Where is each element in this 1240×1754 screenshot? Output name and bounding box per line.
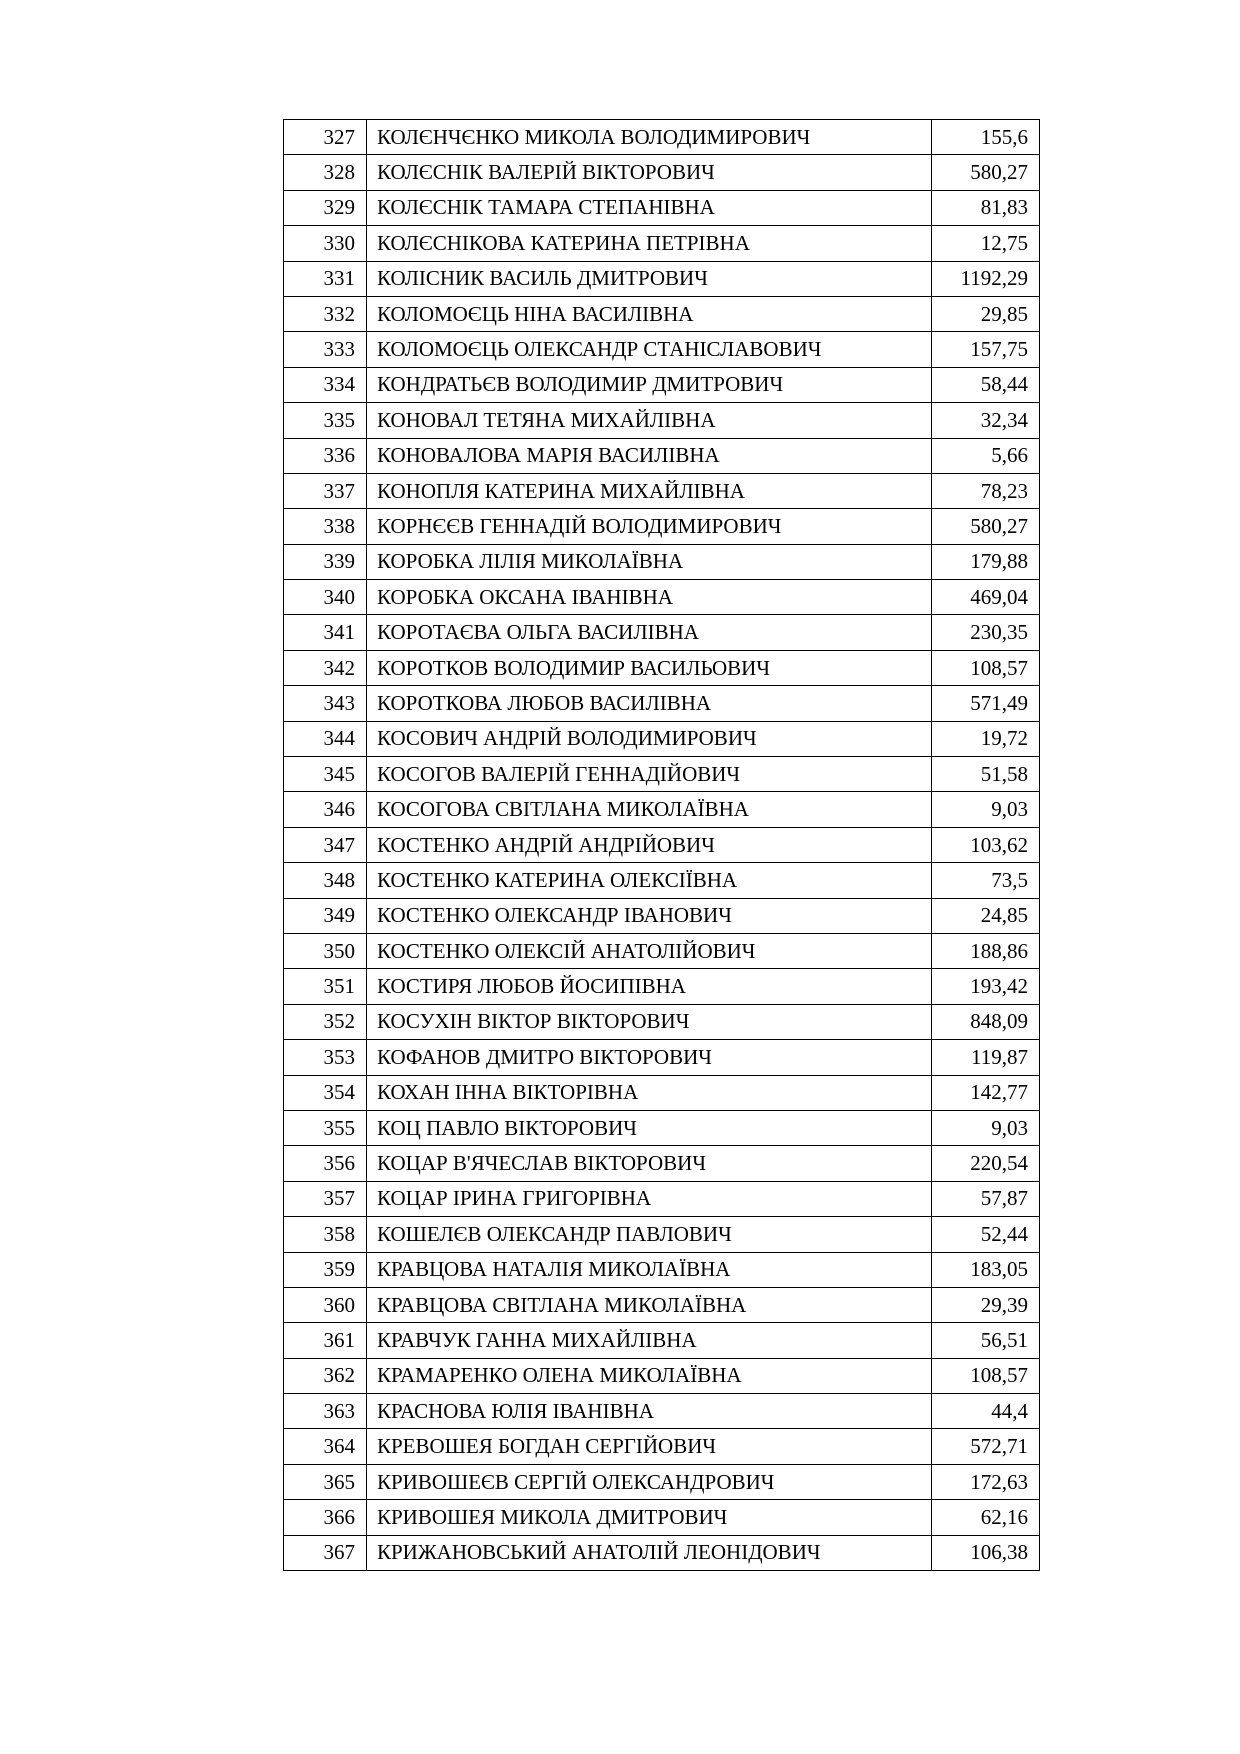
full-name: КОСОВИЧ АНДРІЙ ВОЛОДИМИРОВИЧ — [367, 721, 932, 756]
amount: 155,6 — [932, 120, 1040, 155]
amount: 103,62 — [932, 827, 1040, 862]
row-number: 327 — [284, 120, 367, 155]
table-row — [284, 1217, 1040, 1252]
row-number: 330 — [284, 226, 367, 261]
amount: 81,83 — [932, 190, 1040, 225]
full-name: КОНДРАТЬЄВ ВОЛОДИМИР ДМИТРОВИЧ — [367, 367, 932, 402]
table-row — [284, 686, 1040, 721]
table-row — [284, 1252, 1040, 1287]
amount: 52,44 — [932, 1217, 1040, 1252]
row-number: 338 — [284, 509, 367, 544]
table-row — [284, 1004, 1040, 1039]
amount: 848,09 — [932, 1004, 1040, 1039]
amount: 9,03 — [932, 792, 1040, 827]
full-name: КРИВОШЕЄВ СЕРГІЙ ОЛЕКСАНДРОВИЧ — [367, 1464, 932, 1499]
row-number: 331 — [284, 261, 367, 296]
full-name: КОНОВАЛОВА МАРІЯ ВАСИЛІВНА — [367, 438, 932, 473]
full-name: КОСТЕНКО КАТЕРИНА ОЛЕКСІЇВНА — [367, 863, 932, 898]
table-row — [284, 261, 1040, 296]
row-number: 345 — [284, 757, 367, 792]
amount: 56,51 — [932, 1323, 1040, 1358]
row-number: 349 — [284, 898, 367, 933]
full-name: КРАВЦОВА НАТАЛІЯ МИКОЛАЇВНА — [367, 1252, 932, 1287]
amount: 44,4 — [932, 1394, 1040, 1429]
amount: 572,71 — [932, 1429, 1040, 1464]
table-row — [284, 792, 1040, 827]
full-name: КРЕВОШЕЯ БОГДАН СЕРГІЙОВИЧ — [367, 1429, 932, 1464]
table-row — [284, 898, 1040, 933]
full-name: КОНОПЛЯ КАТЕРИНА МИХАЙЛІВНА — [367, 473, 932, 508]
amount: 58,44 — [932, 367, 1040, 402]
full-name: КОЦАР В'ЯЧЕСЛАВ ВІКТОРОВИЧ — [367, 1146, 932, 1181]
row-number: 367 — [284, 1535, 367, 1570]
full-name: КРИВОШЕЯ МИКОЛА ДМИТРОВИЧ — [367, 1500, 932, 1535]
row-number: 337 — [284, 473, 367, 508]
full-name: КОЛЄСНІКОВА КАТЕРИНА ПЕТРІВНА — [367, 226, 932, 261]
amount: 230,35 — [932, 615, 1040, 650]
full-name: КОХАН ІННА ВІКТОРІВНА — [367, 1075, 932, 1110]
row-number: 340 — [284, 580, 367, 615]
table-row — [284, 438, 1040, 473]
full-name: КОЦАР ІРИНА ГРИГОРІВНА — [367, 1181, 932, 1216]
amount: 57,87 — [932, 1181, 1040, 1216]
full-name: КОЛІСНИК ВАСИЛЬ ДМИТРОВИЧ — [367, 261, 932, 296]
amount: 24,85 — [932, 898, 1040, 933]
amount: 580,27 — [932, 155, 1040, 190]
full-name: КОФАНОВ ДМИТРО ВІКТОРОВИЧ — [367, 1040, 932, 1075]
table-row — [284, 1323, 1040, 1358]
full-name: КОНОВАЛ ТЕТЯНА МИХАЙЛІВНА — [367, 403, 932, 438]
full-name: КОЛЄНЧЄНКО МИКОЛА ВОЛОДИМИРОВИЧ — [367, 120, 932, 155]
table-row — [284, 544, 1040, 579]
amount: 580,27 — [932, 509, 1040, 544]
table-row — [284, 1075, 1040, 1110]
full-name: КОЛЄСНІК ВАЛЕРІЙ ВІКТОРОВИЧ — [367, 155, 932, 190]
row-number: 329 — [284, 190, 367, 225]
row-number: 341 — [284, 615, 367, 650]
amount: 51,58 — [932, 757, 1040, 792]
full-name: КОРНЄЄВ ГЕННАДІЙ ВОЛОДИМИРОВИЧ — [367, 509, 932, 544]
table-row — [284, 1394, 1040, 1429]
amount: 62,16 — [932, 1500, 1040, 1535]
table-row — [284, 757, 1040, 792]
full-name: КОСТЕНКО АНДРІЙ АНДРІЙОВИЧ — [367, 827, 932, 862]
row-number: 339 — [284, 544, 367, 579]
table-row — [284, 933, 1040, 968]
row-number: 358 — [284, 1217, 367, 1252]
table-body — [284, 120, 1040, 1571]
table-row — [284, 120, 1040, 155]
row-number: 364 — [284, 1429, 367, 1464]
amount: 193,42 — [932, 969, 1040, 1004]
table-row — [284, 509, 1040, 544]
table-row — [284, 296, 1040, 331]
full-name: КОЛОМОЄЦЬ ОЛЕКСАНДР СТАНІСЛАВОВИЧ — [367, 332, 932, 367]
row-number: 343 — [284, 686, 367, 721]
row-number: 362 — [284, 1358, 367, 1393]
row-number: 353 — [284, 1040, 367, 1075]
table-row — [284, 650, 1040, 685]
row-number: 352 — [284, 1004, 367, 1039]
full-name: КОРОБКА ЛІЛІЯ МИКОЛАЇВНА — [367, 544, 932, 579]
amount: 157,75 — [932, 332, 1040, 367]
amount: 469,04 — [932, 580, 1040, 615]
row-number: 360 — [284, 1287, 367, 1322]
table-row — [284, 827, 1040, 862]
row-number: 350 — [284, 933, 367, 968]
table-row — [284, 155, 1040, 190]
amount: 78,23 — [932, 473, 1040, 508]
full-name: КОСУХІН ВІКТОР ВІКТОРОВИЧ — [367, 1004, 932, 1039]
table-row — [284, 190, 1040, 225]
full-name: КОРОБКА ОКСАНА ІВАНІВНА — [367, 580, 932, 615]
table-row — [284, 1358, 1040, 1393]
table-row — [284, 580, 1040, 615]
table-row — [284, 721, 1040, 756]
full-name: КОСТЕНКО ОЛЕКСІЙ АНАТОЛІЙОВИЧ — [367, 933, 932, 968]
full-name: КРАСНОВА ЮЛІЯ ІВАНІВНА — [367, 1394, 932, 1429]
table-row — [284, 615, 1040, 650]
table-row — [284, 367, 1040, 402]
row-number: 354 — [284, 1075, 367, 1110]
full-name: КРАВЧУК ГАННА МИХАЙЛІВНА — [367, 1323, 932, 1358]
row-number: 346 — [284, 792, 367, 827]
table-row — [284, 1535, 1040, 1570]
row-number: 366 — [284, 1500, 367, 1535]
table-row — [284, 1464, 1040, 1499]
table-row — [284, 1500, 1040, 1535]
amount: 73,5 — [932, 863, 1040, 898]
amount: 119,87 — [932, 1040, 1040, 1075]
row-number: 365 — [284, 1464, 367, 1499]
row-number: 355 — [284, 1110, 367, 1145]
full-name: КОСТИРЯ ЛЮБОВ ЙОСИПІВНА — [367, 969, 932, 1004]
amount: 12,75 — [932, 226, 1040, 261]
amount: 106,38 — [932, 1535, 1040, 1570]
table-row — [284, 1287, 1040, 1322]
table-row — [284, 1146, 1040, 1181]
table-row — [284, 1429, 1040, 1464]
amount: 32,34 — [932, 403, 1040, 438]
row-number: 332 — [284, 296, 367, 331]
amount: 29,39 — [932, 1287, 1040, 1322]
table-row — [284, 1040, 1040, 1075]
full-name: КОСОГОВ ВАЛЕРІЙ ГЕННАДІЙОВИЧ — [367, 757, 932, 792]
full-name: КРАВЦОВА СВІТЛАНА МИКОЛАЇВНА — [367, 1287, 932, 1322]
amount: 19,72 — [932, 721, 1040, 756]
row-number: 328 — [284, 155, 367, 190]
amount: 183,05 — [932, 1252, 1040, 1287]
full-name: КОЛОМОЄЦЬ НІНА ВАСИЛІВНА — [367, 296, 932, 331]
full-name: КРАМАРЕНКО ОЛЕНА МИКОЛАЇВНА — [367, 1358, 932, 1393]
amount: 571,49 — [932, 686, 1040, 721]
row-number: 348 — [284, 863, 367, 898]
row-number: 333 — [284, 332, 367, 367]
table-row — [284, 473, 1040, 508]
amount: 179,88 — [932, 544, 1040, 579]
table-row — [284, 1181, 1040, 1216]
table-row — [284, 969, 1040, 1004]
amount: 108,57 — [932, 1358, 1040, 1393]
row-number: 335 — [284, 403, 367, 438]
table-row — [284, 863, 1040, 898]
row-number: 361 — [284, 1323, 367, 1358]
amount: 108,57 — [932, 650, 1040, 685]
amount: 142,77 — [932, 1075, 1040, 1110]
row-number: 336 — [284, 438, 367, 473]
amount: 29,85 — [932, 296, 1040, 331]
row-number: 363 — [284, 1394, 367, 1429]
row-number: 347 — [284, 827, 367, 862]
full-name: КОРОТКОВА ЛЮБОВ ВАСИЛІВНА — [367, 686, 932, 721]
table-row — [284, 403, 1040, 438]
table-row — [284, 332, 1040, 367]
full-name: КОЛЄСНІК ТАМАРА СТЕПАНІВНА — [367, 190, 932, 225]
full-name: КРИЖАНОВСЬКИЙ АНАТОЛІЙ ЛЕОНІДОВИЧ — [367, 1535, 932, 1570]
row-number: 334 — [284, 367, 367, 402]
amount: 9,03 — [932, 1110, 1040, 1145]
row-number: 356 — [284, 1146, 367, 1181]
recipients-table — [283, 119, 1040, 1571]
table-row — [284, 226, 1040, 261]
table-row — [284, 1110, 1040, 1145]
row-number: 357 — [284, 1181, 367, 1216]
amount: 220,54 — [932, 1146, 1040, 1181]
full-name: КОЦ ПАВЛО ВІКТОРОВИЧ — [367, 1110, 932, 1145]
row-number: 342 — [284, 650, 367, 685]
amount: 5,66 — [932, 438, 1040, 473]
full-name: КОРОТАЄВА ОЛЬГА ВАСИЛІВНА — [367, 615, 932, 650]
amount: 1192,29 — [932, 261, 1040, 296]
row-number: 344 — [284, 721, 367, 756]
amount: 188,86 — [932, 933, 1040, 968]
row-number: 351 — [284, 969, 367, 1004]
full-name: КОШЕЛЄВ ОЛЕКСАНДР ПАВЛОВИЧ — [367, 1217, 932, 1252]
full-name: КОРОТКОВ ВОЛОДИМИР ВАСИЛЬОВИЧ — [367, 650, 932, 685]
amount: 172,63 — [932, 1464, 1040, 1499]
full-name: КОСТЕНКО ОЛЕКСАНДР ІВАНОВИЧ — [367, 898, 932, 933]
row-number: 359 — [284, 1252, 367, 1287]
full-name: КОСОГОВА СВІТЛАНА МИКОЛАЇВНА — [367, 792, 932, 827]
